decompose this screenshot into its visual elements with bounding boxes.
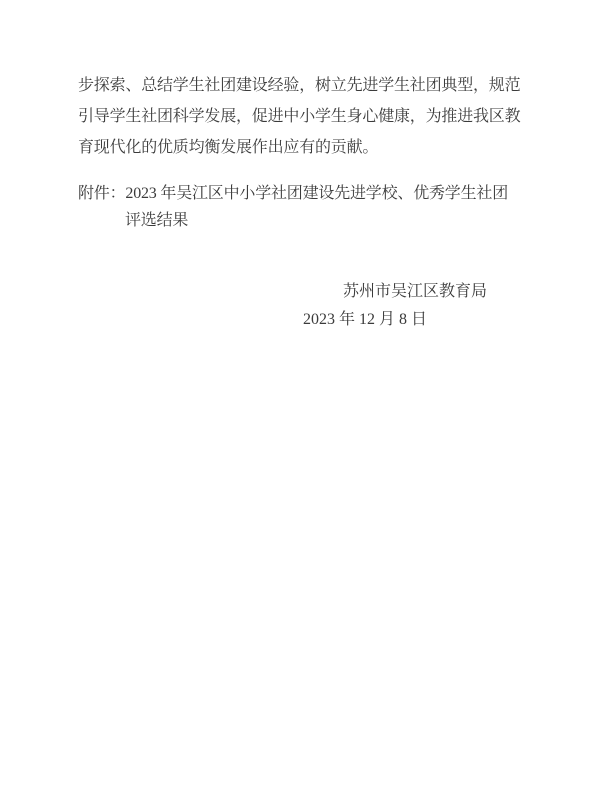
issue-date: 2023 年 12 月 8 日 [303, 311, 428, 328]
paragraph-line-3: 育现代化的优质均衡发展作出应有的贡献。 [78, 139, 379, 156]
attachment-line-1 [78, 180, 538, 207]
paragraph-line-1: 步探索、总结学生社团建设经验，树立先进学生社团典型，规范 [78, 77, 521, 94]
attachment-label: 附件： [78, 185, 126, 202]
attachment-line-2: 评选结果 [125, 212, 189, 229]
attachment-title: 2023 年吴江区中小学社团建设先进学校、优秀学生社团 [125, 185, 509, 202]
issuer-signature: 苏州市吴江区教育局 [343, 283, 488, 300]
attachment-block [78, 180, 538, 234]
paragraph-line-2: 引导学生社团科学发展，促进中小学生身心健康，为推进我区教 [78, 108, 521, 125]
closing-paragraph [78, 70, 538, 163]
